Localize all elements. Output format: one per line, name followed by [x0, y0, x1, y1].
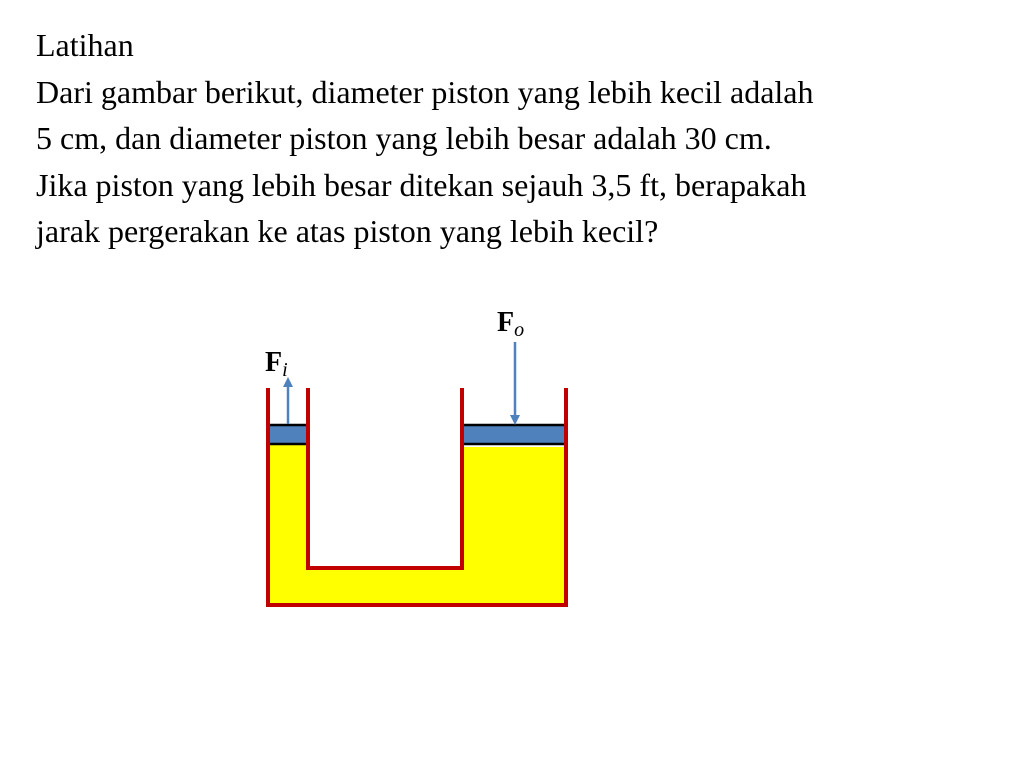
hydraulic-fluid — [268, 445, 566, 605]
problem-line-4: jarak pergerakan ke atas piston yang lebih kecil? — [36, 213, 659, 249]
input-force-subscript: i — [282, 359, 288, 381]
slide-title: Latihan — [36, 27, 134, 63]
output-force-label — [497, 309, 524, 344]
small-piston — [268, 425, 308, 444]
output-force-subscript: o — [514, 319, 525, 341]
large-piston — [462, 425, 566, 444]
problem-line-2: 5 cm, dan diameter piston yang lebih besar adalah 30 cm. — [36, 120, 772, 156]
output-force-symbol: F — [497, 307, 515, 338]
problem-line-3: Jika piston yang lebih besar ditekan sejauh 3,5 ft, berapakah — [36, 166, 807, 203]
input-force-symbol: F — [265, 347, 283, 378]
problem-line-1: Dari gambar berikut, diameter piston yang lebih kecil adalah — [36, 73, 814, 110]
input-force-label — [265, 349, 288, 384]
